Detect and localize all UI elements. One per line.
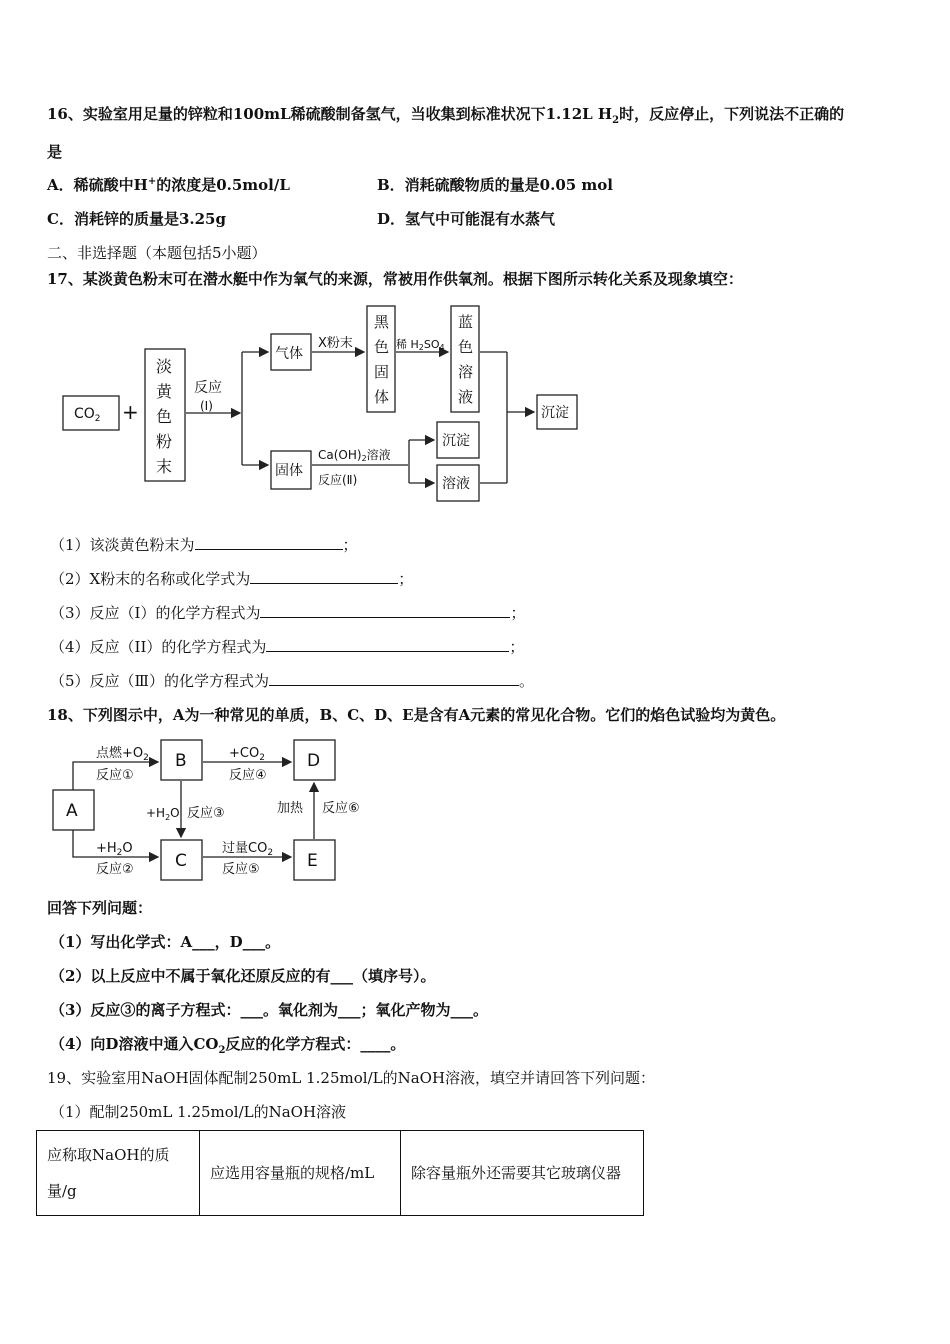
q16-stem-part2: 时，反应停止，下列说法不正确的	[619, 105, 845, 123]
table-row	[37, 1131, 644, 1216]
q16-option-a-sup: +	[147, 176, 157, 187]
blue-solution-char-4: 液	[458, 388, 474, 406]
black-solid-char-2: 色	[374, 338, 390, 356]
q18-item-2: （2）以上反应中不属于氧化还原反应的有___（填序号）。	[50, 967, 436, 985]
label-e: E	[307, 851, 318, 871]
q19-header-flask: 应选用容量瓶的规格/mL	[200, 1131, 401, 1216]
reaction2-label: 反应(Ⅱ)	[318, 473, 358, 487]
co2-label: $CO_2$	[74, 406, 101, 424]
q19-header-mass: 应称取NaOH的质量/g	[37, 1131, 200, 1216]
q17-item-3-text: （3）反应（I）的化学方程式为	[50, 604, 261, 622]
q18-diagram	[0, 730, 950, 890]
q17-stem: 17、某淡黄色粉末可在潜水艇中作为氧气的来源，常被用作供氧剂。根据下图所示转化关系及现象填空：	[47, 270, 743, 288]
q19-sub-1: （1）配制250mL 1.25mol/L的NaOH溶液	[50, 1103, 347, 1121]
q17-item-2-text: （2）X粉末的名称或化学式为	[50, 570, 251, 588]
q17-item-4-text: （4）反应（II）的化学方程式为	[50, 638, 267, 656]
q19-header-glassware: 除容量瓶外还需要其它玻璃仪器	[401, 1131, 644, 1216]
q18-item-1: （1）写出化学式：A___，D___。	[50, 933, 281, 951]
q18-answer-prompt: 回答下列问题：	[47, 899, 153, 917]
q17-blank-2[interactable]	[250, 582, 398, 584]
r3-left-label: $+H_2O$	[146, 806, 180, 822]
r4-bottom-label: 反应④	[229, 768, 267, 783]
label-d: D	[307, 751, 321, 771]
gas-label: 气体	[275, 346, 303, 362]
q16-stem-subscript: 2	[612, 115, 620, 126]
black-solid-char-3: 固	[374, 363, 390, 381]
powder-char-1: 淡	[156, 357, 173, 376]
q16-stem-part1: 16、实验室用足量的锌粒和100mL稀硫酸制备氢气，当收集到标准状况下1.12L H	[47, 105, 613, 123]
q17-blank-5[interactable]	[269, 684, 519, 686]
q17-item-5-end: 。	[519, 672, 535, 690]
q17-item-3-end: ；	[510, 604, 526, 622]
q17-item-4-end: ；	[509, 638, 525, 656]
q16-option-a-post: 的浓度是0.5mol/L	[156, 176, 290, 194]
q17-blank-4[interactable]	[266, 650, 509, 652]
reaction1-label-b: (Ⅰ)	[200, 399, 213, 413]
q16-stem-end: 是	[47, 143, 63, 161]
q18-item-4-part2: 反应的化学方程式：____。	[225, 1035, 406, 1053]
r5-top-label: 过量$CO_2$	[222, 841, 274, 858]
r2-bottom-label: 反应②	[96, 862, 134, 877]
q19-stem: 19、实验室用NaOH固体配制250mL 1.25mol/L的NaOH溶液，填空并请回答下列问题：	[47, 1069, 656, 1087]
q17-item-4	[50, 636, 524, 657]
r6-right-label: 反应⑥	[322, 801, 360, 816]
r2-top-label: $+H_2O$	[96, 841, 133, 858]
q17-blank-1[interactable]	[195, 548, 343, 550]
q17-item-3	[50, 602, 526, 623]
blue-solution-char-1: 蓝	[458, 313, 474, 331]
q18-item-3: （3）反应③的离子方程式：___。氧化剂为___；氧化产物为___。	[50, 1001, 488, 1019]
precipitate-label-low: 沉淀	[442, 433, 470, 449]
black-solid-char-1: 黑	[374, 313, 390, 331]
solution-label-low: 溶液	[442, 476, 470, 492]
powder-char-3: 色	[156, 407, 173, 426]
q16-option-c: C．消耗锌的质量是3.25g	[47, 210, 226, 228]
q18-item-4-part1: （4）向D溶液中通入CO	[50, 1035, 219, 1053]
q17-item-1-end: ；	[342, 536, 358, 554]
section-2-heading: 二、非选择题（本题包括5小题）	[47, 244, 267, 262]
reaction1-label-a: 反应	[194, 380, 222, 396]
q19-table	[36, 1130, 644, 1216]
label-c: C	[175, 851, 187, 871]
caoh2-label: Ca(OH)2溶液	[318, 448, 391, 463]
label-b: B	[175, 751, 187, 771]
q16-option-d: D．氢气中可能混有水蒸气	[377, 210, 556, 228]
q18-item-4	[50, 1033, 405, 1056]
q17-blank-3[interactable]	[260, 616, 510, 618]
r4-top-label: $+CO_2$	[229, 746, 265, 763]
powder-char-4: 粉	[156, 432, 173, 451]
label-a: A	[66, 801, 78, 821]
q17-item-1-text: （1）该淡黄色粉末为	[50, 536, 195, 554]
q16-option-a-pre: A．稀硫酸中H	[47, 176, 148, 194]
q18-item-4-sub: 2	[218, 1045, 226, 1056]
x-powder-label: X粉末	[318, 336, 353, 351]
powder-char-5: 末	[156, 457, 173, 476]
plus-sign: +	[122, 400, 139, 424]
r1-bottom-label: 反应①	[96, 768, 134, 783]
h2so4-label: 稀 H2SO4	[396, 338, 445, 352]
q17-item-2	[50, 568, 413, 589]
blue-solution-char-3: 溶	[458, 363, 474, 381]
precipitate-label-right: 沉淀	[541, 405, 569, 421]
q17-item-1	[50, 534, 358, 555]
q16-option-b: B．消耗硫酸物质的量是0.05 mol	[377, 176, 614, 194]
r6-left-label: 加热	[277, 801, 304, 816]
blue-solution-char-2: 色	[458, 338, 474, 356]
q17-item-5-text: （5）反应（Ⅲ）的化学方程式为	[50, 672, 270, 690]
q18-stem: 18、下列图示中，A为一种常见的单质，B、C、D、E是含有A元素的常见化合物。它们的焰色试验均为黄色。	[47, 706, 786, 724]
r3-right-label: 反应③	[187, 806, 225, 821]
powder-char-2: 黄	[156, 382, 173, 401]
solid-label: 固体	[275, 463, 303, 479]
r1-top-label: 点燃$+O_2$	[96, 746, 149, 763]
q17-diagram	[0, 0, 950, 520]
q17-item-5	[50, 670, 534, 691]
black-solid-char-4: 体	[374, 388, 390, 406]
q17-item-2-end: ；	[398, 570, 414, 588]
r5-bottom-label: 反应⑤	[222, 862, 260, 877]
